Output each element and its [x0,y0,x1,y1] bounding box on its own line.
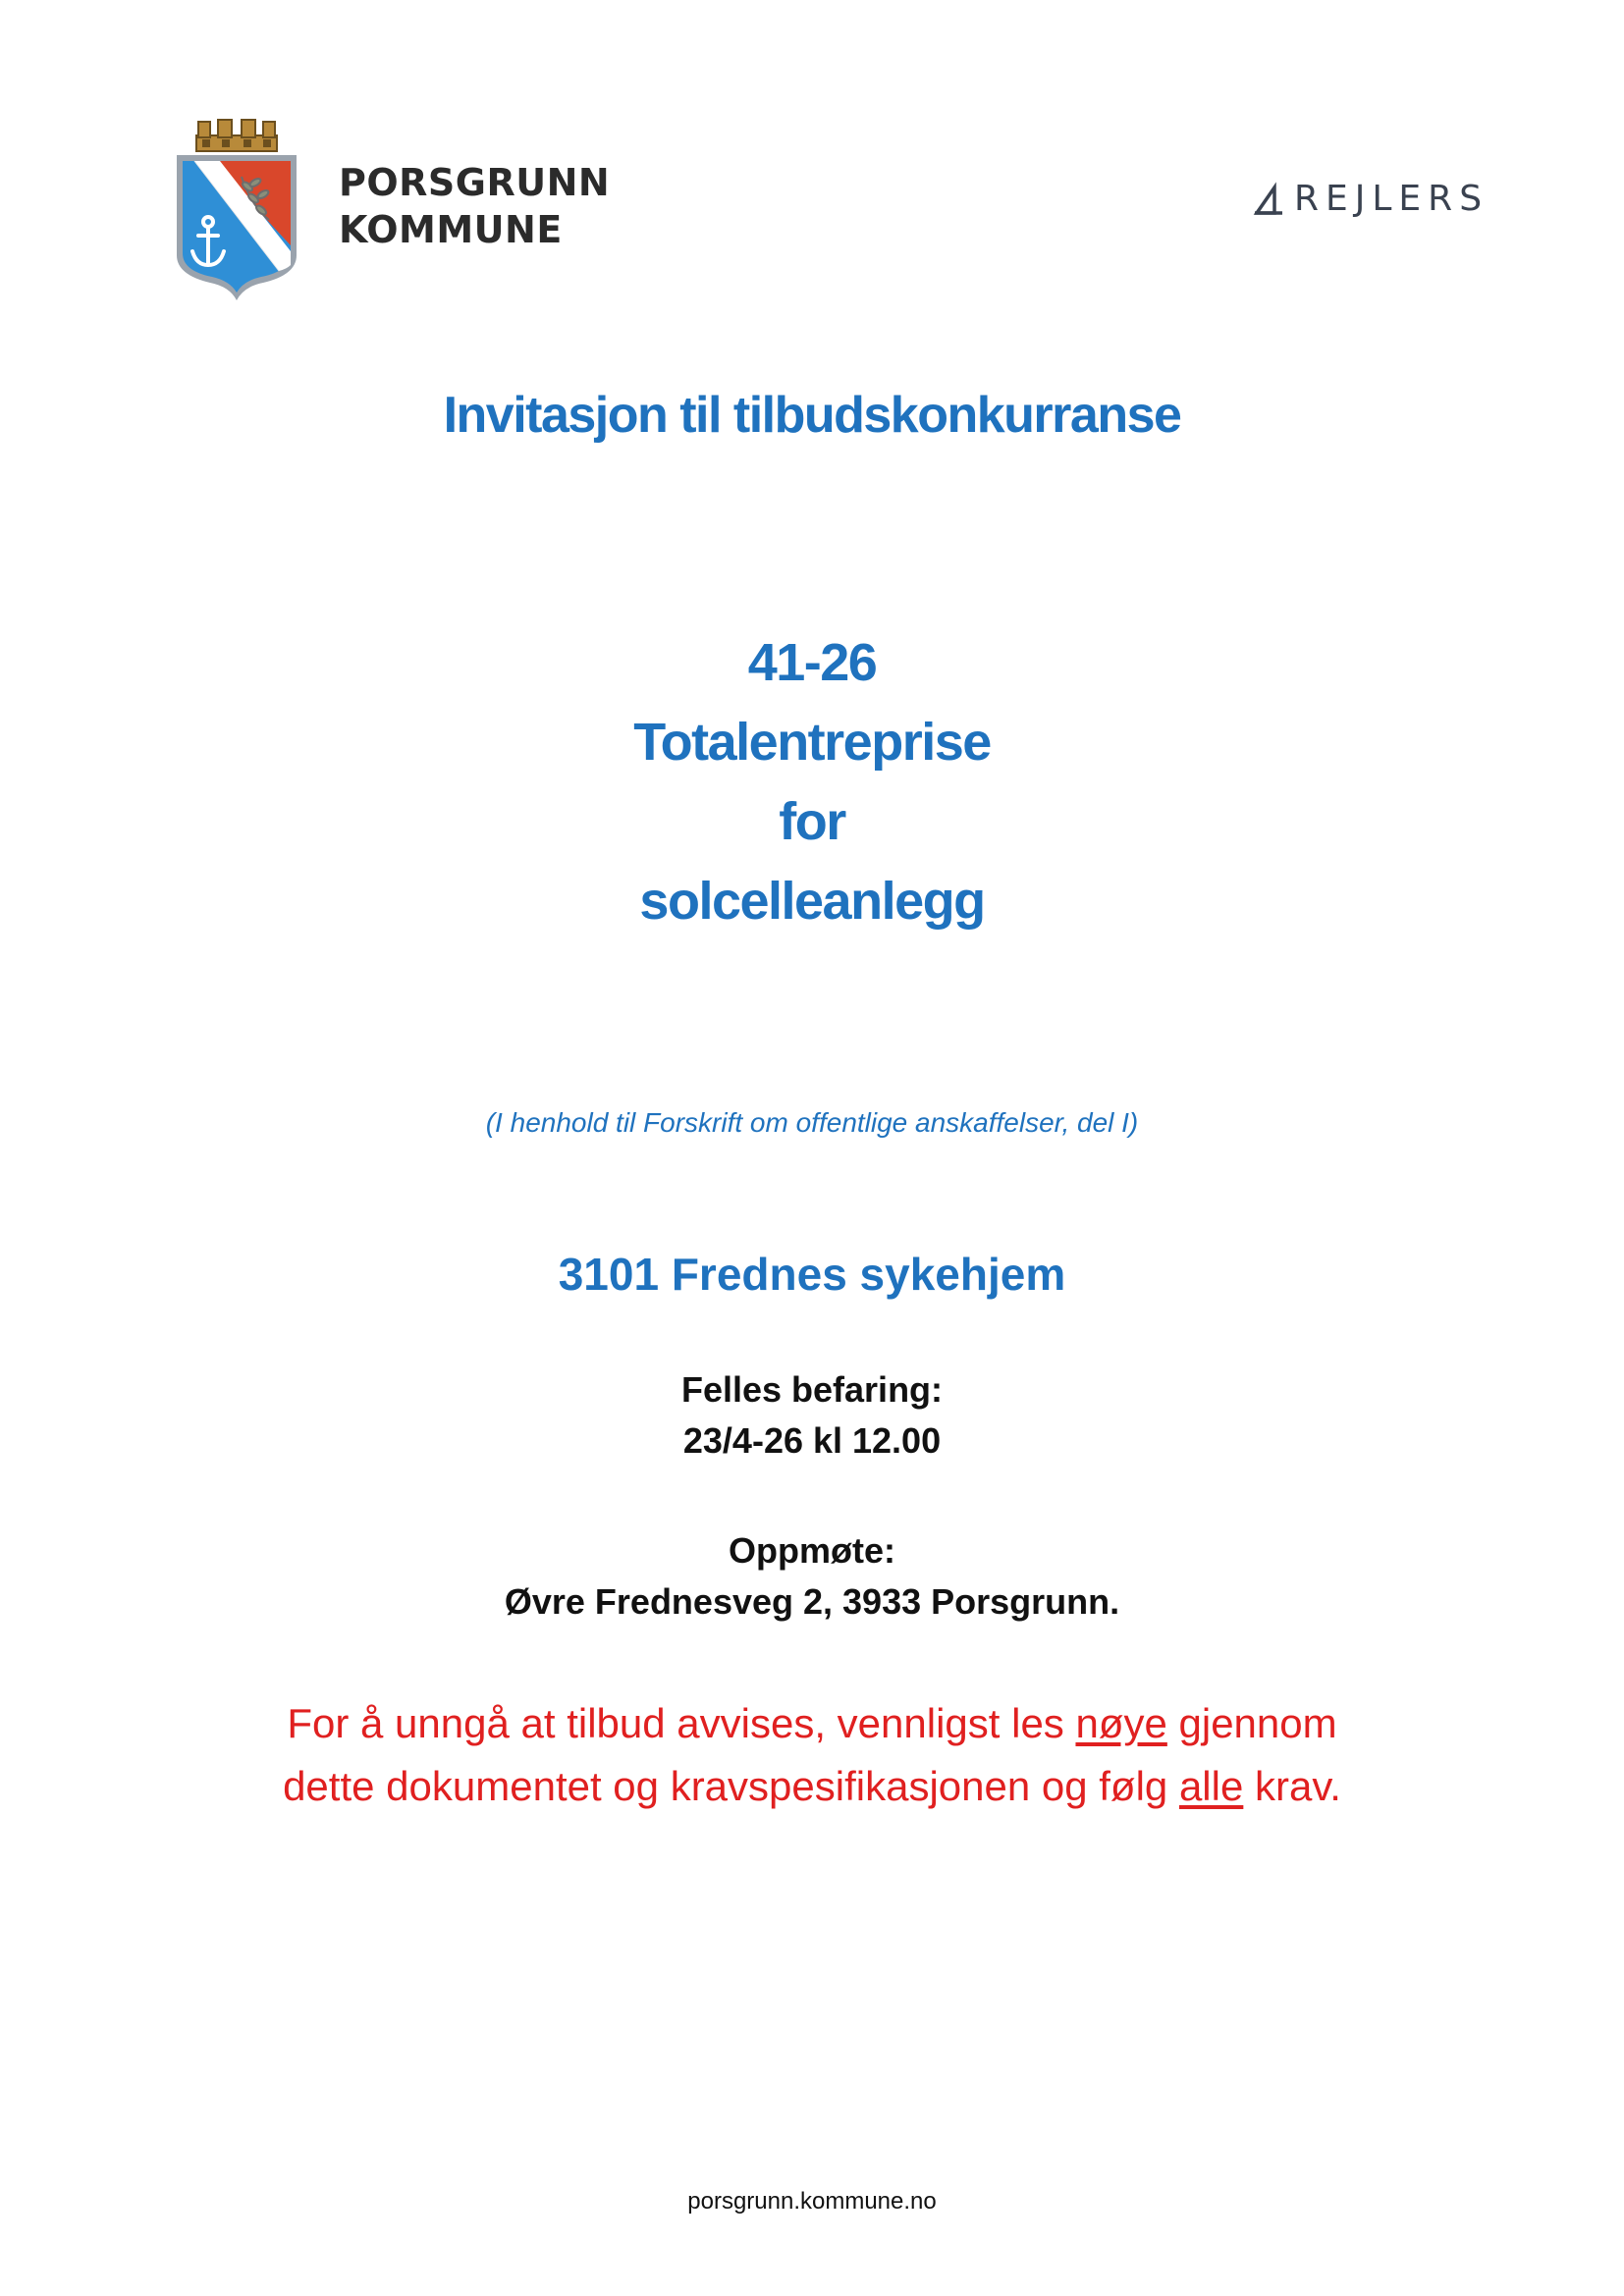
rejlers-logo-text: REJLERS [1294,179,1489,219]
inspection-block [0,1364,1624,1467]
warning-text: dette dokumentet og kravspesifikasjonen og følg [283,1763,1179,1809]
document-subject-line: solcelleanlegg [639,872,985,931]
meeting-point-label: Oppmøte: [729,1530,895,1571]
warning-line-2 [0,1755,1624,1818]
document-subject-line: Totalentreprise [633,713,991,772]
document-title: Invitasjon til tilbudskonkurranse [443,387,1181,444]
document-subject-block [0,623,1624,941]
site-name: 3101 Frednes sykehjem [558,1249,1066,1300]
footer-website: porsgrunn.kommune.no [687,2188,937,2215]
municipality-name-line2: KOMMUNE [339,208,563,251]
meeting-point-address: Øvre Frednesveg 2, 3933 Porsgrunn. [504,1581,1120,1622]
warning-line-1 [0,1692,1624,1755]
inspection-label: Felles befaring: [680,1369,944,1410]
warning-emphasis: nøye [1075,1700,1167,1746]
rejlers-logo-mark-icon [1253,182,1286,217]
document-subject-line: for [779,792,845,851]
warning-text: krav. [1243,1763,1341,1809]
crown-icon [196,120,277,151]
meeting-point-block [0,1525,1624,1628]
rejlers-logo [1253,181,1489,218]
municipality-name [339,159,610,253]
municipality-name-line1: PORSGRUNN [339,161,611,204]
rejection-warning [0,1692,1624,1818]
warning-text: gjennom [1166,1700,1337,1746]
warning-text: For å unngå at tilbud avvises, vennligst les [287,1700,1076,1746]
porsgrunn-coat-of-arms-icon [173,118,300,302]
inspection-datetime: 23/4-26 kl 12.00 [682,1420,942,1461]
document-number: 41-26 [747,633,877,692]
warning-emphasis: alle [1178,1763,1244,1809]
legal-reference-note: (I henhold til Forskrift om offentlige anskaffelser, del I) [485,1107,1139,1138]
